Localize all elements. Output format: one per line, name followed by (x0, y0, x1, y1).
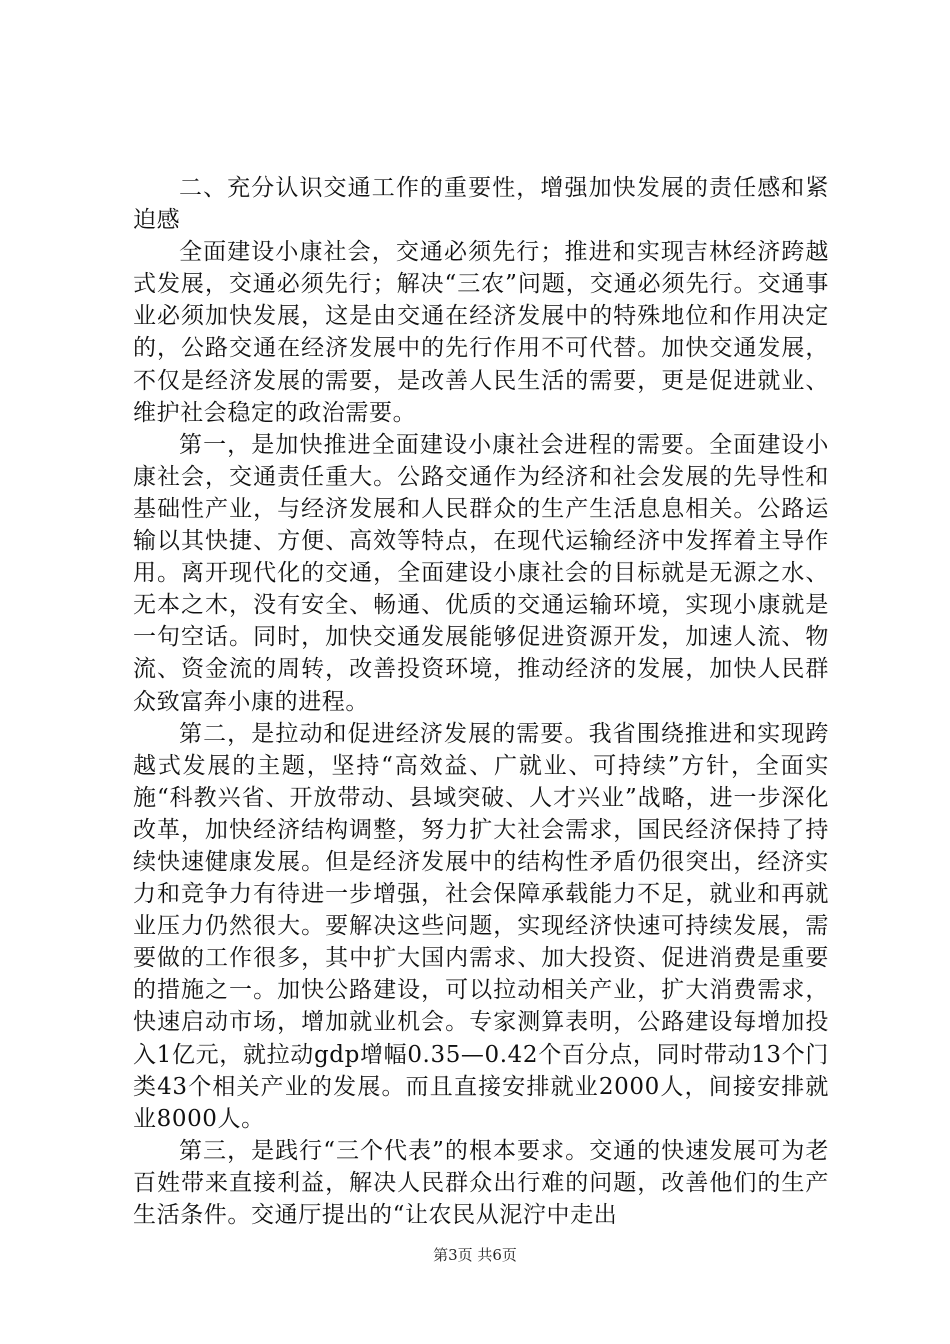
paragraph: 第三，是践行“三个代表”的根本要求。交通的快速发展可为老百姓带来直接利益，解决人民群众出行难的问题，改善他们的生产生活条件。交通厅提出的“让农民从泥泞中走出 (133, 1137, 829, 1228)
document-body (133, 172, 829, 1231)
section-heading: 二、充分认识交通工作的重要性，增强加快发展的责任感和紧迫感 (133, 175, 829, 234)
paragraph: 全面建设小康社会，交通必须先行；推进和实现吉林经济跨越式发展，交通必须先行；解决“三农”问题，交通必须先行。交通事业必须加快发展，这是由交通在经济发展中的特殊地位和作用决定的，公路交通在经济发展中的先行作用不可代替。加快交通发展，不仅是经济发展的需要，是改善人民生活的需要，更是促进就业、维护社会稳定的政治需要。 (133, 239, 829, 426)
paragraph: 第一，是加快推进全面建设小康社会进程的需要。全面建设小康社会，交通责任重大。公路交通作为经济和社会发展的先导性和基础性产业，与经济发展和人民群众的生产生活息息相关。公路运输以其快捷、方便、高效等特点，在现代运输经济中发挥着主导作用。离开现代化的交通，全面建设小康社会的目标就是无源之水、无本之木，没有安全、畅通、优质的交通运输环境，实现小康就是一句空话。同时，加快交通发展能够促进资源开发，加速人流、物流、资金流的周转，改善投资环境，推动经济的发展，加快人民群众致富奔小康的进程。 (133, 431, 829, 715)
page-number-footer: 第3页 共6页 (433, 1246, 517, 1264)
paragraph: 第二，是拉动和促进经济发展的需要。我省围绕推进和实现跨越式发展的主题，坚持“高效益、广就业、可持续”方针，全面实施“科教兴省、开放带动、县域突破、人才兴业”战略，进一步深化改革，加快经济结构调整，努力扩大社会需求，国民经济保持了持续快速健康发展。但是经济发展中的结构性矛盾仍很突出，经济实力和竞争力有待进一步增强，社会保障承载能力不足，就业和再就业压力仍然很大。要解决这些问题，实现经济快速可持续发展，需要做的工作很多，其中扩大国内需求、加大投资、促进消费是重要的措施之一。加快公路建设，可以拉动相关产业，扩大消费需求，快速启动市场，增加就业机会。专家测算表明，公路建设每增加投入1亿元，就拉动gdp增幅0.35—0.42个百分点，同时带动13个门类43个相关产业的发展。而且直接安排就业2000人，间接安排就业8000人。 (133, 720, 829, 1132)
